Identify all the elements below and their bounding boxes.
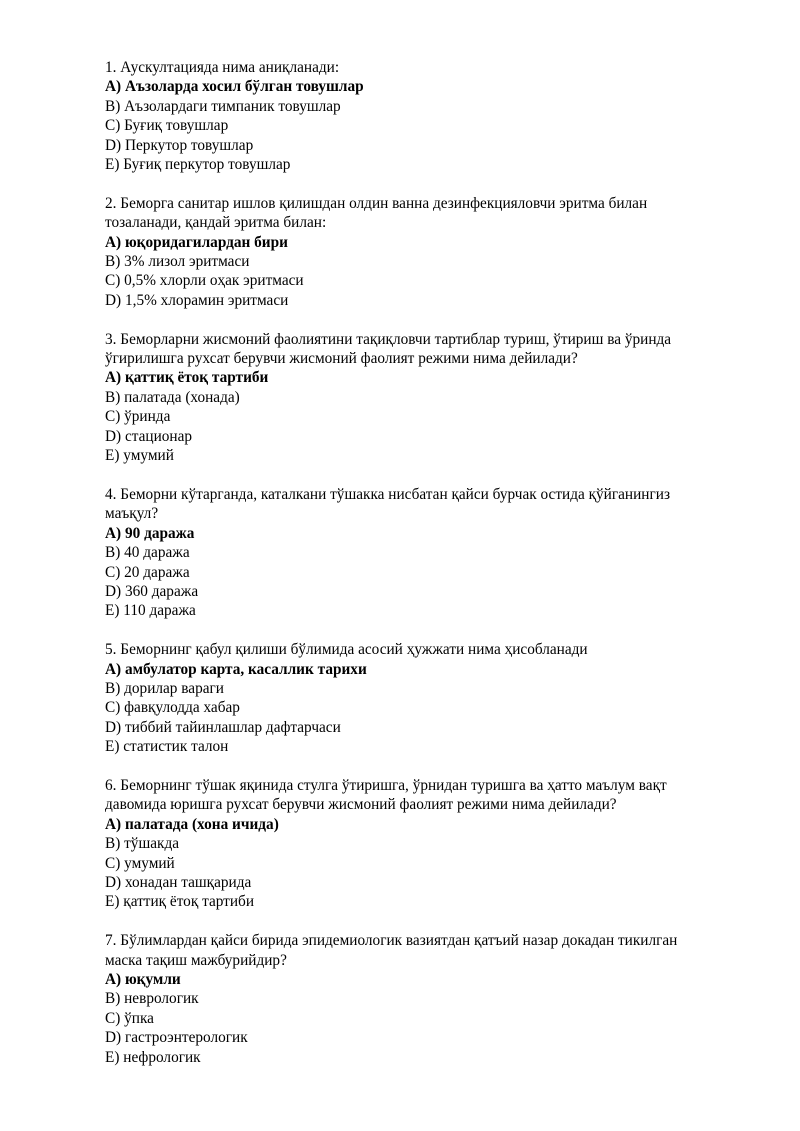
question-5 xyxy=(105,640,708,756)
question-text: 1. Аускултацияда нима аниқланади: xyxy=(105,59,340,76)
answer-option: E) умумий xyxy=(105,447,174,465)
answer-option: C) ўринда xyxy=(105,408,171,426)
answer-option: D) тиббий тайинлашлар дафтарчаси xyxy=(105,718,341,736)
answer-option: E) Буғиқ перкутор товушлар xyxy=(105,156,291,174)
answer-option: E) нефрологик xyxy=(105,1048,201,1066)
question-3 xyxy=(105,330,708,466)
question-text: 4. Беморни кўтарганда, каталкани тўшакка нисбатан қайси бурчак остида қўйганингиз маъқул? xyxy=(105,485,670,523)
answer-option: C) 0,5% хлорли оҳак эритмаси xyxy=(105,272,304,290)
question-text: 6. Беморнинг тўшак яқинида стулга ўтиришга, ўрнидан туришга ва ҳатто маълум вақт давомида юришга рухсат берувчи жисмоний фаолият режими нима дейилади? xyxy=(105,776,667,814)
answer-option: B) палатада (хонада) xyxy=(105,388,240,406)
answer-option: D) стационар xyxy=(105,427,193,445)
answer-option: B) 3% лизол эритмаси xyxy=(105,253,250,271)
answer-option: D) 1,5% хлорамин эритмаси xyxy=(105,291,289,309)
question-text: 7. Бўлимлардан қайси бирида эпидемиологик вазиятдан қатъий назар докадан тикилган маска тақиш мажбурийдир? xyxy=(105,932,678,969)
answer-option: B) Аъзолардаги тимпаник товушлар xyxy=(105,97,341,115)
answer-option: D) 360 даража xyxy=(105,582,199,600)
answer-option: D) хонадан ташқарида xyxy=(105,873,252,891)
question-7 xyxy=(105,931,708,1067)
question-6 xyxy=(105,776,708,912)
answer-option: B) тўшакда xyxy=(105,835,180,853)
answer-option: B) 40 даража xyxy=(105,544,190,562)
answer-option-correct: А) 90 даража xyxy=(105,524,195,542)
answer-option: B) дорилар вараги xyxy=(105,679,224,697)
question-text: 3. Беморларни жисмоний фаолиятини тақиқловчи тартиблар туриш, ўтириш ва ўринда ўгирилишга рухсат берувчи жисмоний фаолият режими нима дейилади? xyxy=(105,330,672,368)
answer-option: E) қаттиқ ётоқ тартиби xyxy=(105,893,255,911)
answer-option: C) Буғиқ товушлар xyxy=(105,117,229,135)
answer-option: C) ўпка xyxy=(105,1009,154,1027)
answer-option: C) умумий xyxy=(105,854,175,872)
answer-option-correct: А) амбулатор карта, касаллик тарихи xyxy=(105,660,367,678)
answer-option-correct: А) юқумли xyxy=(105,971,181,988)
answer-option-correct: А) палатада (хона ичида) xyxy=(105,815,279,833)
answer-option: C) фавқулодда хабар xyxy=(105,699,240,717)
question-2 xyxy=(105,194,708,310)
answer-option-correct: А) қаттиқ ётоқ тартиби xyxy=(105,369,269,387)
question-1 xyxy=(105,58,708,174)
answer-option: B) неврологик xyxy=(105,990,199,1008)
answer-option: D) гастроэнтерологик xyxy=(105,1029,248,1047)
answer-option: D) Перкутор товушлар xyxy=(105,136,254,154)
answer-option: C) 20 даража xyxy=(105,563,190,581)
answer-option: E) 110 даража xyxy=(105,602,196,620)
answer-option: E) статистик талон xyxy=(105,738,229,756)
question-text: 2. Беморга санитар ишлов қилишдан олдин ванна дезинфекцияловчи эритма билан тозаланади, қандай эритма билан: xyxy=(105,194,648,232)
question-text: 5. Беморнинг қабул қилиши бўлимида асосий ҳужжати нима ҳисобланади xyxy=(105,641,588,659)
answer-option-correct: А) юқоридагилардан бири xyxy=(105,233,288,251)
answer-option-correct: А) Аъзоларда хосил бўлган товушлар xyxy=(105,78,364,96)
question-4 xyxy=(105,485,708,621)
